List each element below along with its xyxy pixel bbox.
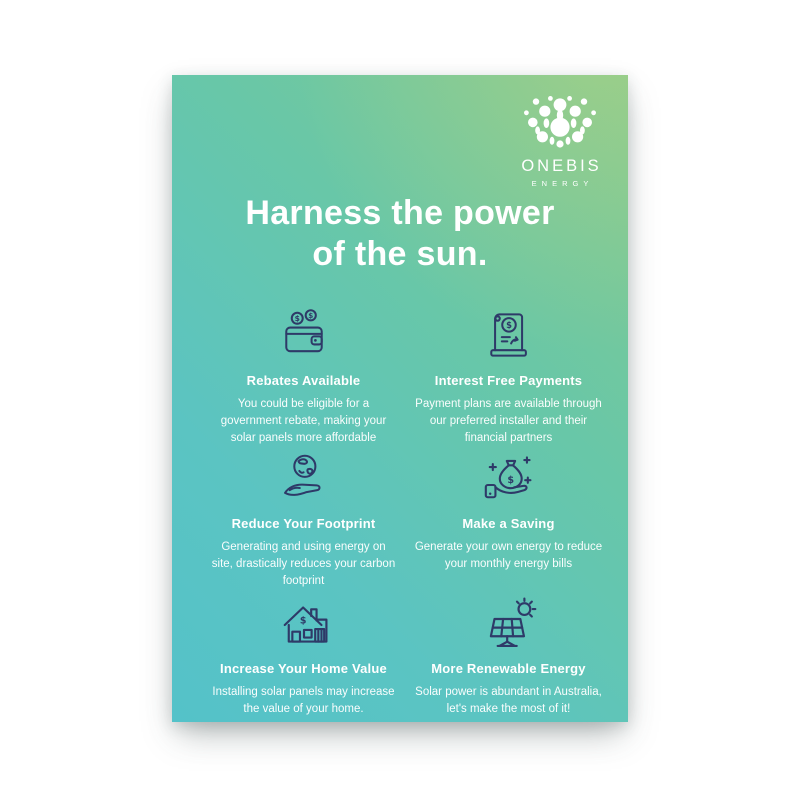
dollar-glyph: $ bbox=[294, 313, 300, 323]
solar-panel-sun-icon bbox=[480, 597, 538, 651]
dollar-glyph: $ bbox=[299, 615, 306, 627]
flyer-poster bbox=[172, 75, 628, 722]
dollar-glyph: $ bbox=[505, 320, 512, 331]
logo bbox=[508, 95, 612, 188]
feature-title: Reduce Your Footprint bbox=[231, 516, 376, 531]
feature-title: Make a Saving bbox=[462, 516, 555, 531]
hand-money-bag-icon bbox=[481, 450, 537, 506]
receipt-dollar-icon bbox=[482, 307, 536, 363]
feature-grid bbox=[204, 307, 608, 718]
feature-body: Generating and using energy on site, drastically reduces your carbon footprint bbox=[211, 541, 396, 588]
feature-rebates bbox=[204, 307, 403, 450]
house-dollar-icon bbox=[274, 599, 334, 651]
feature-title: Interest Free Payments bbox=[434, 373, 583, 388]
feature-renewable bbox=[409, 595, 608, 718]
feature-footprint bbox=[204, 450, 403, 595]
feature-home-value bbox=[204, 595, 403, 718]
logo-blob-icon bbox=[520, 95, 600, 153]
dollar-glyph: $ bbox=[506, 474, 514, 486]
feature-body: Solar power is abundant in Australia, let's make the most of it! bbox=[415, 686, 602, 716]
feature-body: You could be eligible for a government rebate, making your solar panels more affordable bbox=[220, 398, 387, 445]
feature-title: Rebates Available bbox=[246, 373, 361, 388]
logo-tagline: ENERGY bbox=[531, 179, 594, 188]
logo-name: ONEBIS bbox=[521, 157, 602, 175]
headline bbox=[172, 193, 628, 276]
feature-title: Increase Your Home Value bbox=[220, 661, 387, 676]
feature-saving bbox=[409, 450, 608, 595]
dollar-glyph: $ bbox=[307, 310, 313, 320]
feature-body: Installing solar panels may increase the value of your home. bbox=[212, 686, 395, 716]
feature-interest-free bbox=[409, 307, 608, 450]
hand-earth-icon bbox=[276, 452, 332, 506]
feature-body: Payment plans are available through our preferred installer and their financial partners bbox=[415, 398, 602, 445]
headline-line-1: Harness the power bbox=[245, 194, 555, 232]
wallet-coins-icon bbox=[276, 309, 332, 363]
feature-title: More Renewable Energy bbox=[431, 661, 586, 676]
headline-line-2: of the sun. bbox=[312, 235, 488, 274]
feature-body: Generate your own energy to reduce your monthly energy bills bbox=[414, 541, 603, 571]
